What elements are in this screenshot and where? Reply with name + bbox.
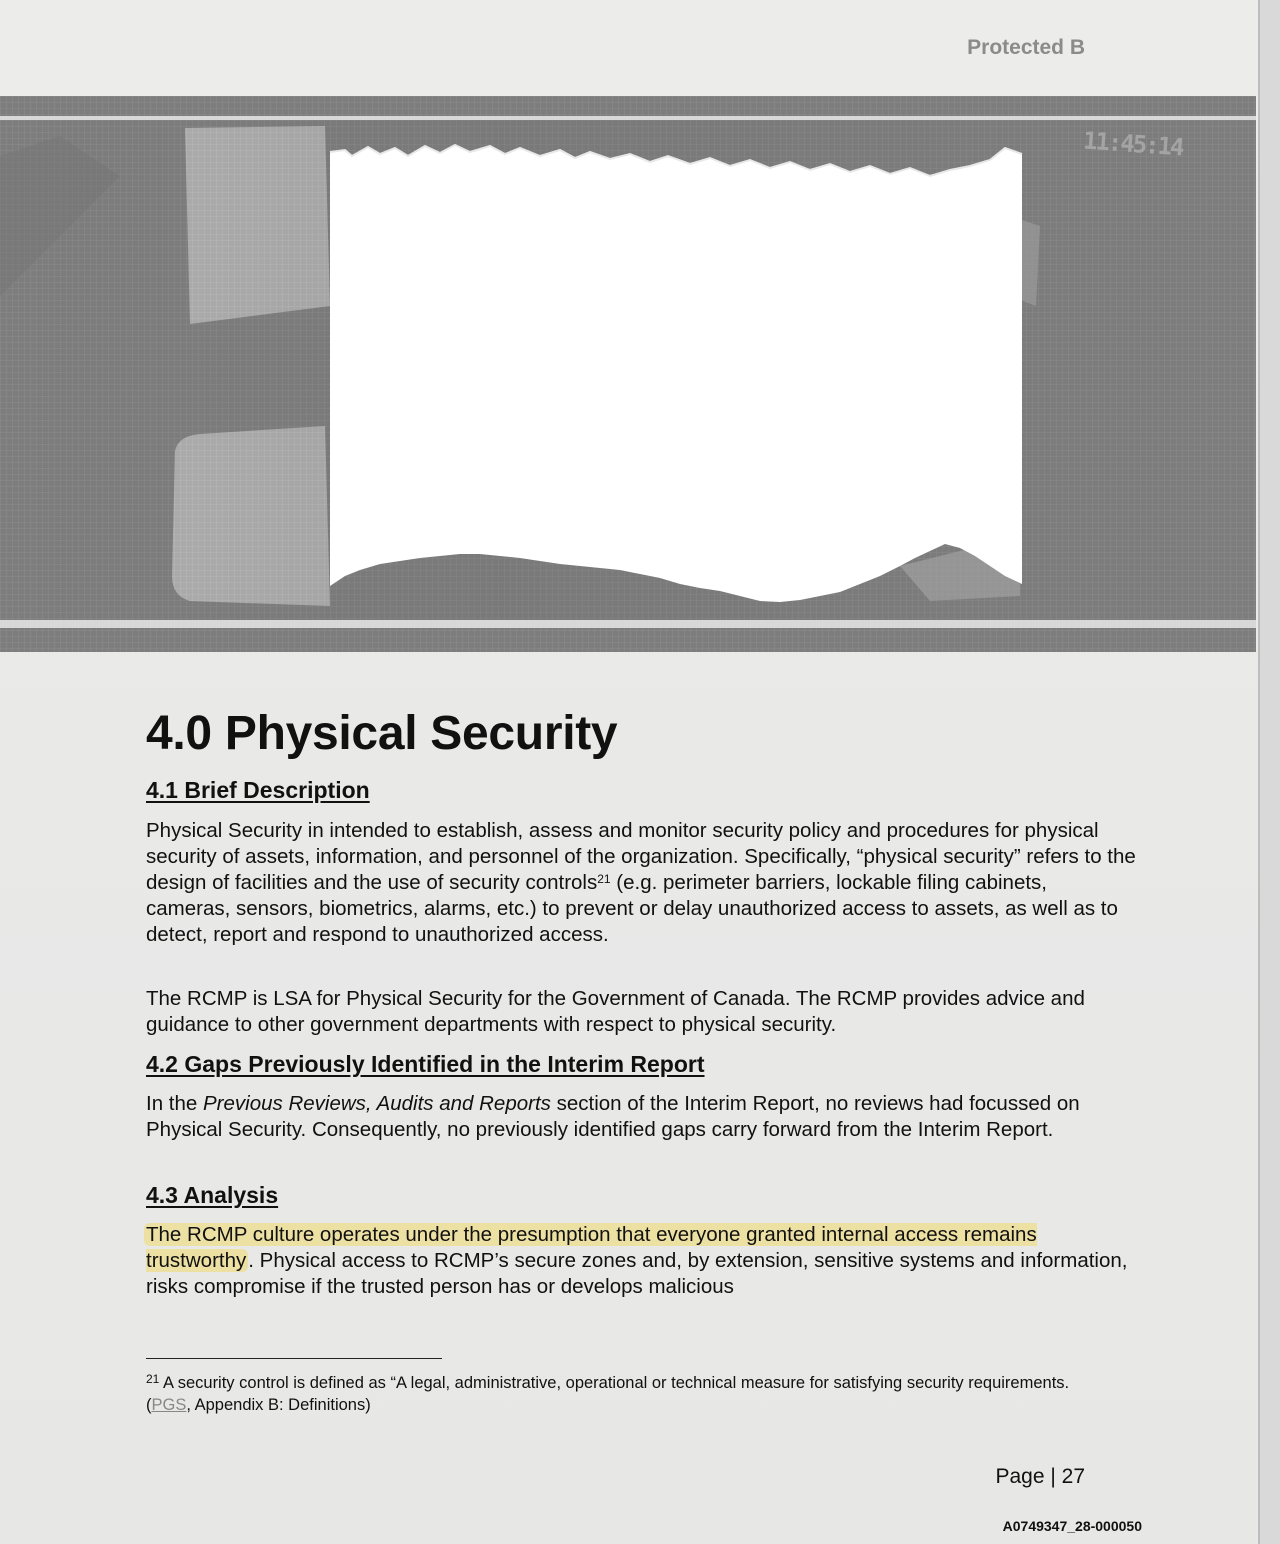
gaps-paragraph xyxy=(146,1091,1136,1143)
analysis-text: . Physical access to RCMP’s secure zones and, by extension, sensitive systems and information, risks compromise if the trusted person has or develops malicious xyxy=(146,1249,1128,1298)
highlighted-text: The RCMP culture operates under the presumption that everyone granted internal access remains trustworthy xyxy=(146,1223,1037,1272)
gaps-italic-title: Previous Reviews, Audits and Reports xyxy=(203,1092,551,1115)
banner-timestamp: 11:45:14 xyxy=(1082,126,1184,162)
classification-label: Protected B xyxy=(967,36,1085,59)
footnote-text-b: , Appendix B: Definitions) xyxy=(186,1396,371,1414)
lsa-paragraph: The RCMP is LSA for Physical Security for the Government of Canada. The RCMP provides advice and guidance to other government departments with respect to physical security. xyxy=(146,987,1085,1036)
footnote xyxy=(146,1372,1086,1416)
footnote-link-pgs[interactable]: PGS xyxy=(151,1396,187,1414)
document-id: A0749347_28-000050 xyxy=(1002,1518,1142,1534)
footnote-divider xyxy=(146,1358,442,1359)
footnote-reference[interactable]: 21 xyxy=(597,872,611,886)
brief-description-paragraph xyxy=(146,818,1136,948)
subsection-heading-analysis: 4.3 Analysis xyxy=(146,1182,279,1208)
footnote-text-a: A security control is defined as “A legal, administrative, operational or technical measure for satisfying security requirements. ( xyxy=(146,1374,1070,1414)
gaps-text-b: section of the Interim Report, no reviews had focussed on Physical Security. Consequently, no previously identified gaps carry forward from the Interim Report. xyxy=(146,1092,1080,1141)
page-number: Page | 27 xyxy=(995,1465,1085,1488)
header-banner-image xyxy=(0,96,1256,652)
subsection-heading-brief-description: 4.1 Brief Description xyxy=(146,777,370,803)
analysis-paragraph xyxy=(146,1222,1136,1300)
subsection-heading-gaps: 4.2 Gaps Previously Identified in the Interim Report xyxy=(146,1051,705,1077)
brief-description-text-b: (e.g. perimeter barriers, lockable filing cabinets, cameras, sensors, biometrics, alarms, etc.) to prevent or delay unauthorized access to assets, as well as to detect, report and respond to unauthorized access. xyxy=(146,871,1118,946)
section-title: 4.0 Physical Security xyxy=(146,707,618,760)
footnote-number: 21 xyxy=(146,1372,160,1386)
scan-edge xyxy=(1260,0,1280,1544)
brief-description-text-a: Physical Security in intended to establish, assess and monitor security policy and procedures for physical security of assets, information, and personnel of the organization. Specifically, “physical security” refers to the design of facilities and the use of security controls xyxy=(146,819,1136,894)
gaps-text-a: In the xyxy=(146,1092,203,1115)
